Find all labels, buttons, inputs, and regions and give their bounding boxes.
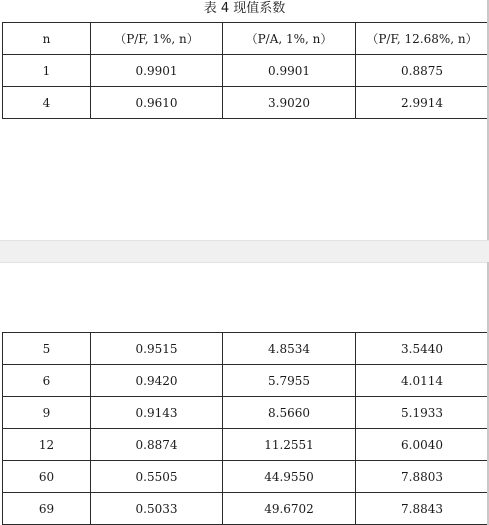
table-title: 表 4 现值系数 [203,1,286,16]
cell-n: 12 [3,429,91,461]
cell-n: 5 [3,333,91,365]
cell-pa-1: 11.2551 [223,429,356,461]
page-break-band [0,240,489,263]
cell-n: 9 [3,397,91,429]
table-row [3,333,489,365]
cell-pf-1268: 7.8803 [356,461,489,493]
table-row [3,397,489,429]
table-row [3,87,489,119]
cell-pa-1: 5.7955 [223,365,356,397]
header-pf-1268: （P/F, 12.68%, n） [356,23,489,55]
cell-pa-1: 0.9901 [223,55,356,87]
header-pf-1: （P/F, 1%, n） [91,23,223,55]
cell-n: 69 [3,493,91,525]
cell-n: 60 [3,461,91,493]
table-row [3,365,489,397]
cell-pa-1: 4.8534 [223,333,356,365]
cell-pf-1268: 7.8843 [356,493,489,525]
cell-pf-1: 0.5033 [91,493,223,525]
cell-pa-1: 8.5660 [223,397,356,429]
header-n: n [3,23,91,55]
cell-pf-1268: 5.1933 [356,397,489,429]
cell-pf-1268: 2.9914 [356,87,489,119]
cell-pf-1: 0.9515 [91,333,223,365]
table-row [3,55,489,87]
cell-pf-1268: 6.0040 [356,429,489,461]
table-row [3,429,489,461]
cell-n: 4 [3,87,91,119]
cell-pf-1268: 0.8875 [356,55,489,87]
table-row [3,493,489,525]
cell-pa-1: 3.9020 [223,87,356,119]
cell-n: 1 [3,55,91,87]
table-header-row [3,23,489,55]
cell-pf-1: 0.9420 [91,365,223,397]
cell-pf-1: 0.9901 [91,55,223,87]
cell-pf-1: 0.5505 [91,461,223,493]
cell-pf-1: 0.8874 [91,429,223,461]
table-row [3,461,489,493]
cell-pf-1: 0.9143 [91,397,223,429]
header-pa-1: （P/A, 1%, n） [223,23,356,55]
cell-n: 6 [3,365,91,397]
cell-pa-1: 49.6702 [223,493,356,525]
present-value-table-bottom [2,332,489,525]
cell-pf-1268: 3.5440 [356,333,489,365]
present-value-table-top [2,22,489,119]
cell-pf-1: 0.9610 [91,87,223,119]
cell-pa-1: 44.9550 [223,461,356,493]
cell-pf-1268: 4.0114 [356,365,489,397]
